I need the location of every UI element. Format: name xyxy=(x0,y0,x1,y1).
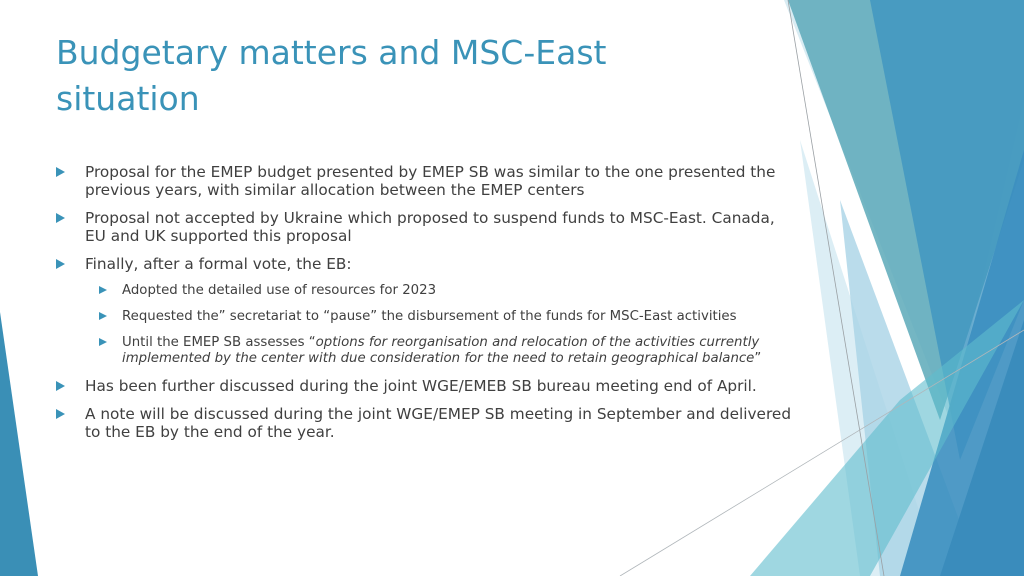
sub-bullet-text: Adopted the detailed use of resources for 2023 xyxy=(122,283,437,298)
sub-bullet-item xyxy=(99,309,796,325)
bullet-list xyxy=(56,163,796,441)
slide-title: Budgetary matters and MSC-East situation xyxy=(56,33,607,118)
bullet-item xyxy=(56,209,796,245)
triangle-right-icon xyxy=(56,259,65,269)
sub-bullet-item xyxy=(99,283,796,299)
slide-content xyxy=(56,163,796,451)
triangle-right-icon xyxy=(56,409,65,419)
sub-bullet-text-suffix: ” xyxy=(754,351,762,366)
bullet-text: A note will be discussed during the joint WGE/EMEP SB meeting in September and delivered to the EB by the end of the year. xyxy=(85,405,792,441)
sub-bullet-text-prefix: Until the EMEP SB assesses “ xyxy=(122,335,316,350)
triangle-right-icon xyxy=(56,213,65,223)
bullet-item xyxy=(56,163,796,199)
sub-bullet-list xyxy=(99,283,796,367)
bullet-text: Proposal not accepted by Ukraine which proposed to suspend funds to MSC-East. Canada, EU and UK supported this proposal xyxy=(85,209,775,245)
triangle-right-icon xyxy=(99,286,107,294)
triangle-right-icon xyxy=(56,167,65,177)
triangle-right-icon xyxy=(56,381,65,391)
sub-bullet-text: Requested the” secretariat to “pause” the disbursement of the funds for MSC-East activities xyxy=(122,309,737,324)
bullet-text: Proposal for the EMEP budget presented by EMEP SB was similar to the one presented the previous years, with similar allocation between the EMEP centers xyxy=(85,163,776,199)
left-corner-shape xyxy=(0,312,38,576)
bullet-item xyxy=(56,405,796,441)
triangle-right-icon xyxy=(99,312,107,320)
sub-bullet-item xyxy=(99,335,796,367)
bullet-text: Finally, after a formal vote, the EB: xyxy=(85,255,352,273)
bullet-item xyxy=(56,377,796,395)
triangle-right-icon xyxy=(99,338,107,346)
bullet-text: Has been further discussed during the joint WGE/EMEB SB bureau meeting end of April. xyxy=(85,377,757,395)
bullet-item xyxy=(56,255,796,367)
sub-bullet-quote: options for reorganisation and relocation of the activities currently implemented by the center with due consideration for the need to retain geographical balance xyxy=(122,335,760,366)
